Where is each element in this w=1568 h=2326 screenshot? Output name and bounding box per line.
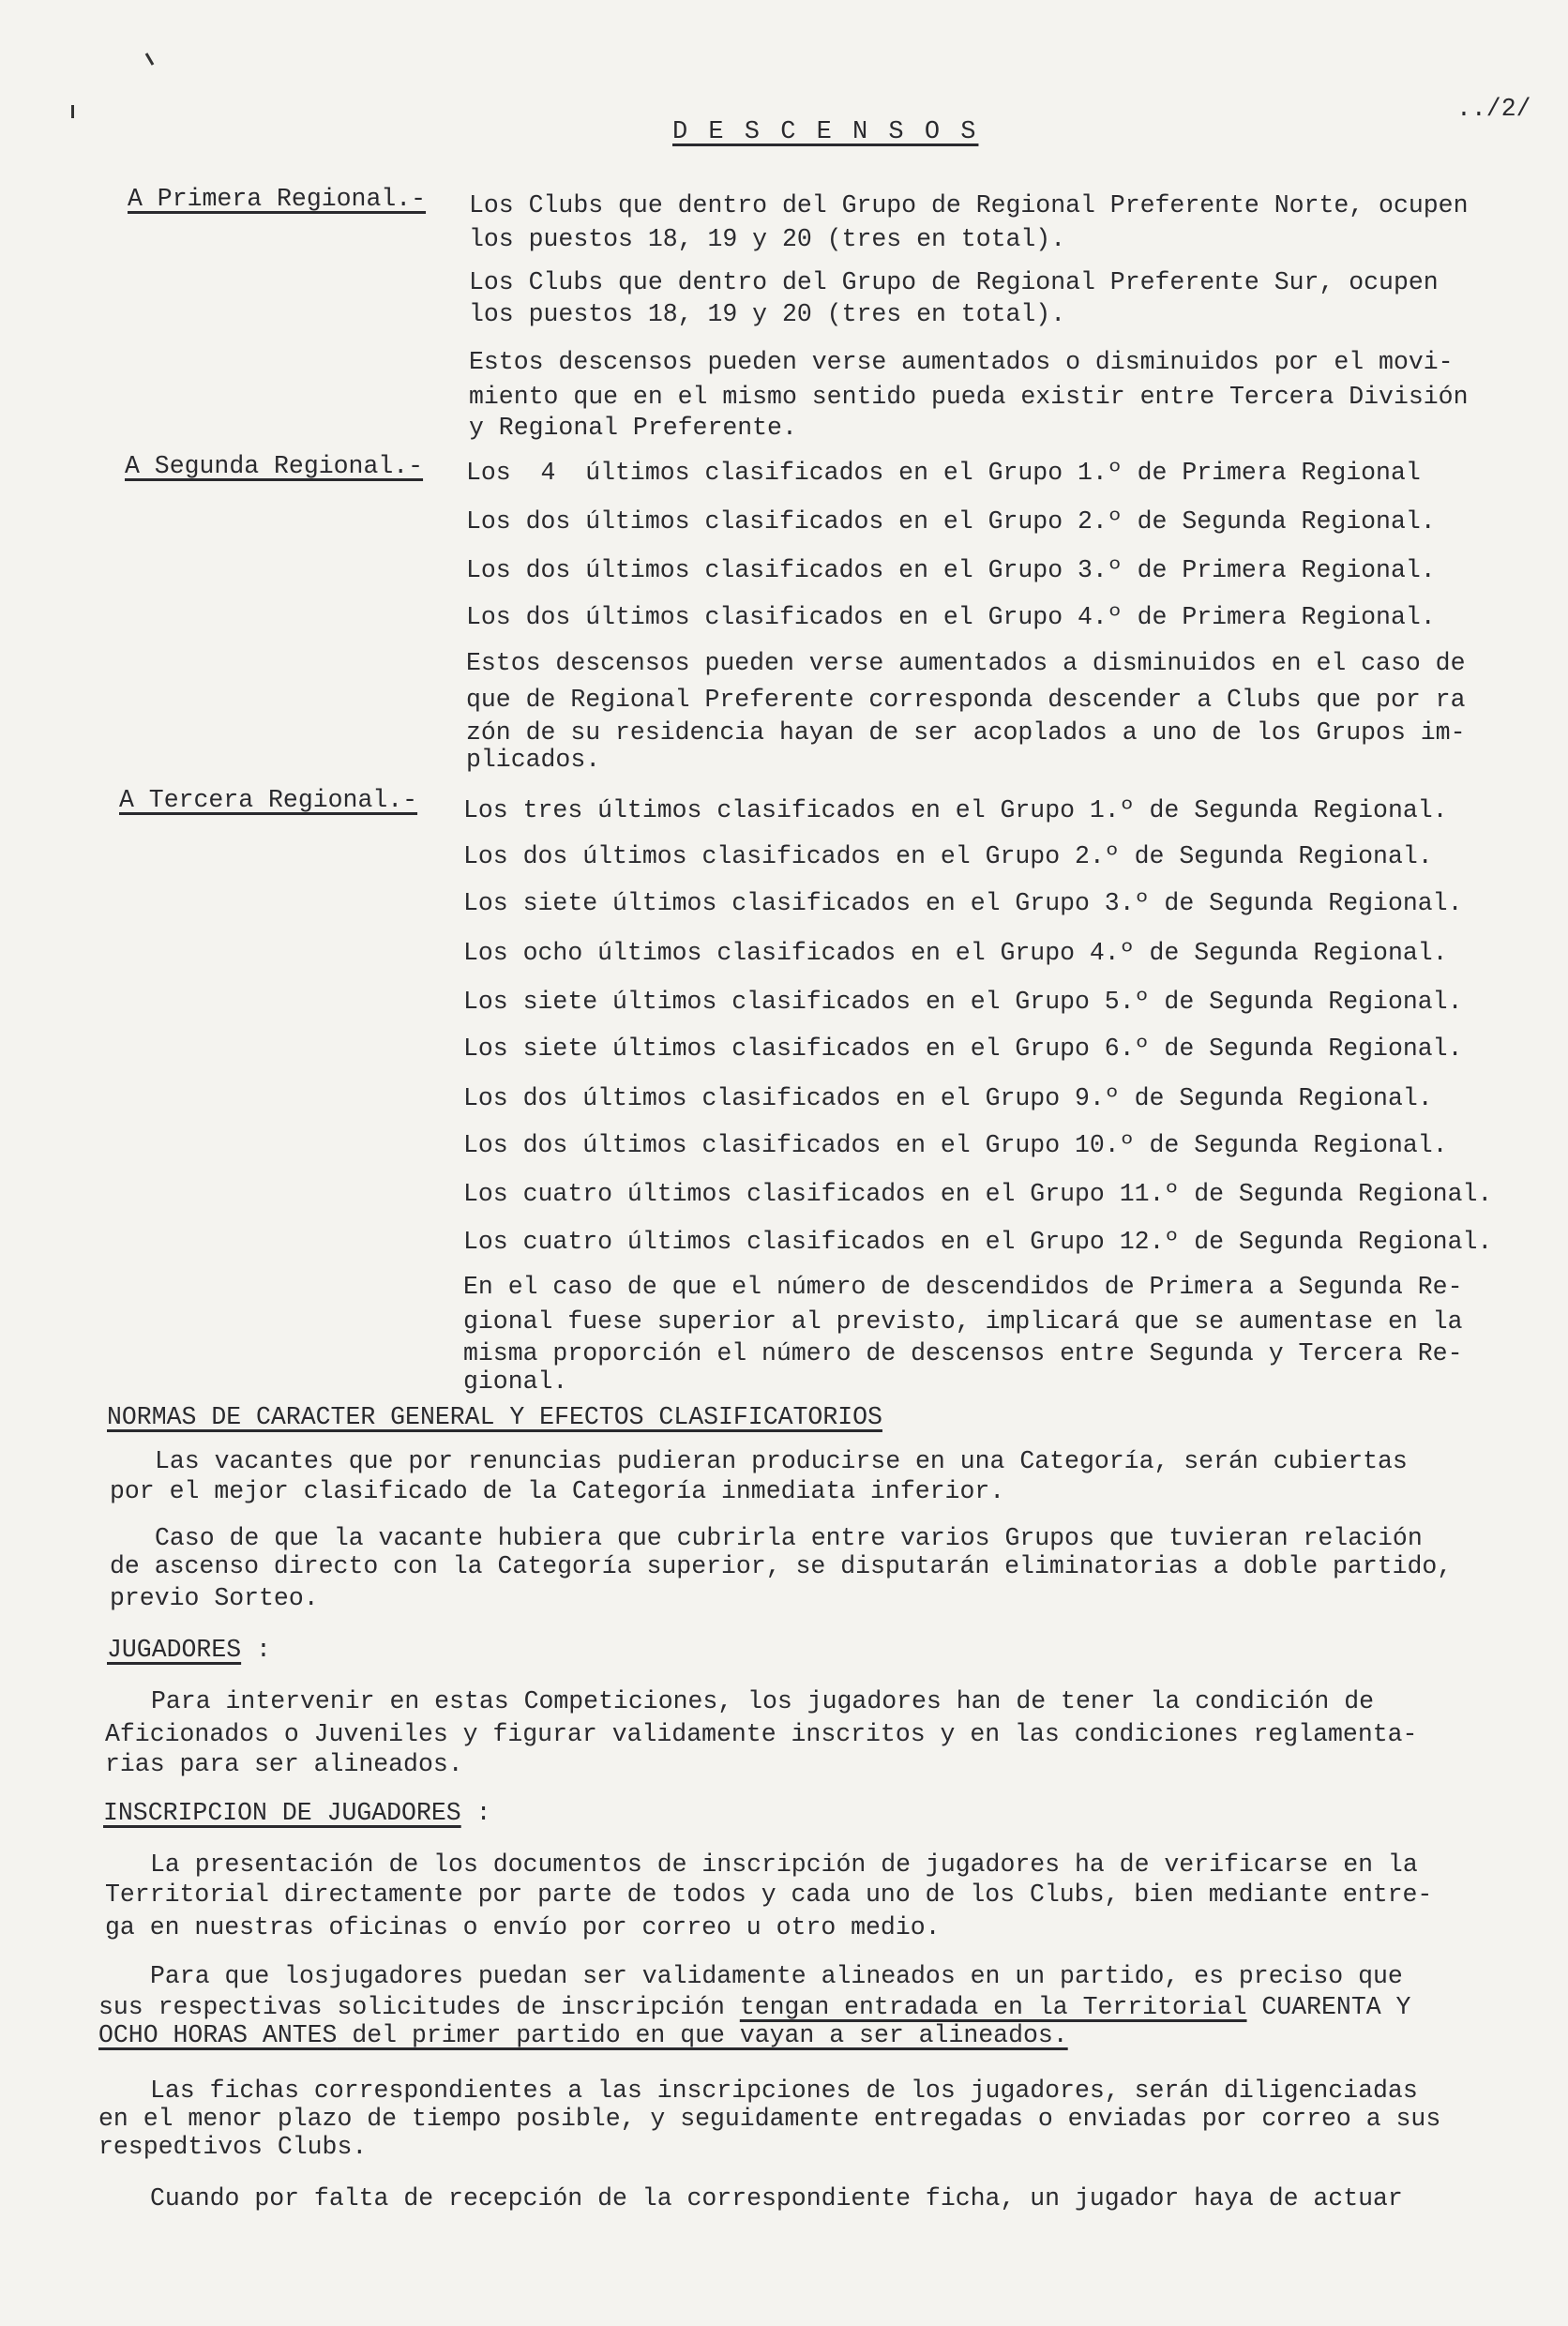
- text-line: gional.: [463, 1367, 568, 1396]
- text-line: Los dos últimos clasificados en el Grupo 3.º de Primera Regional.: [466, 556, 1436, 584]
- text-segment: CUARENTA Y: [1246, 1993, 1411, 2021]
- text-segment: sus respectivas solicitudes de inscripción: [98, 1993, 740, 2021]
- text-line: y Regional Preferente.: [469, 414, 797, 442]
- text-line: los puestos 18, 19 y 20 (tres en total).: [469, 300, 1066, 328]
- text-line: Territorial directamente por parte de todos y cada uno de los Clubs, bien mediante entre-: [105, 1880, 1433, 1909]
- text-line: Estos descensos pueden verse aumentados a disminuidos en el caso de: [466, 649, 1466, 677]
- text-line: de ascenso directo con la Categoría superior, se disputarán eliminatorias a doble partido,: [110, 1552, 1453, 1580]
- text-line: Los dos últimos clasificados en el Grupo 4.º de Primera Regional.: [466, 603, 1436, 631]
- text-line: ga en nuestras oficinas o envío por correo u otro medio.: [105, 1913, 941, 1941]
- page-title: D E S C E N S O S: [672, 118, 979, 146]
- section-label: A Primera Regional.-: [128, 185, 427, 213]
- text-line: Los dos últimos clasificados en el Grupo 9.º de Segunda Regional.: [463, 1084, 1433, 1112]
- text-line: En el caso de que el número de descendidos de Primera a Segunda Re-: [463, 1273, 1463, 1301]
- heading-colon: :: [241, 1636, 271, 1664]
- section-heading-row: [107, 1638, 271, 1663]
- ink-mark: [145, 53, 155, 66]
- text-line: los puestos 18, 19 y 20 (tres en total).: [469, 225, 1066, 253]
- section-label: A Tercera Regional.-: [119, 786, 418, 814]
- underlined-text: del primer partido en que vayan a ser alineados.: [337, 2021, 1068, 2049]
- section-heading: JUGADORES: [107, 1636, 242, 1664]
- text-line: por el mejor clasificado de la Categoría inmediata inferior.: [110, 1477, 1005, 1505]
- text-line: Los cuatro últimos clasificados en el Grupo 11.º de Segunda Regional.: [463, 1180, 1493, 1208]
- text-line: Los siete últimos clasificados en el Grupo 6.º de Segunda Regional.: [463, 1035, 1463, 1063]
- page-number: ../2/: [1456, 95, 1531, 123]
- text-line: respedtivos Clubs.: [98, 2133, 368, 2161]
- text-line: [98, 2023, 1068, 2048]
- text-line: Caso de que la vacante hubiera que cubrirla entre varios Grupos que tuvieran relación: [155, 1524, 1423, 1552]
- section-heading: NORMAS DE CARACTER GENERAL Y EFECTOS CLASIFICATORIOS: [107, 1403, 882, 1431]
- text-line: zón de su residencia hayan de ser acoplados a uno de los Grupos im-: [466, 718, 1466, 747]
- ink-mark: [71, 105, 74, 118]
- text-line: Los Clubs que dentro del Grupo de Regional Preferente Sur, ocupen: [469, 268, 1439, 296]
- text-line: Los siete últimos clasificados en el Grupo 3.º de Segunda Regional.: [463, 889, 1463, 917]
- section-heading-row: [103, 1801, 490, 1826]
- text-line: Cuando por falta de recepción de la correspondiente ficha, un jugador haya de actuar: [150, 2184, 1403, 2213]
- text-line: plicados.: [466, 746, 601, 774]
- underlined-text: tengan entradada en la Territorial: [739, 1993, 1247, 2021]
- text-line: previo Sorteo.: [110, 1584, 319, 1612]
- section-label: A Segunda Regional.-: [125, 452, 424, 480]
- text-line: Los dos últimos clasificados en el Grupo 10.º de Segunda Regional.: [463, 1131, 1448, 1159]
- section-heading: INSCRIPCION DE JUGADORES: [103, 1799, 461, 1827]
- text-line: Para intervenir en estas Competiciones, los jugadores han de tener la condición de: [151, 1687, 1375, 1715]
- text-line: miento que en el mismo sentido pueda existir entre Tercera División: [469, 383, 1469, 411]
- text-line: Los siete últimos clasificados en el Grupo 5.º de Segunda Regional.: [463, 988, 1463, 1016]
- heading-colon: :: [460, 1799, 491, 1827]
- text-line: rias para ser alineados.: [105, 1750, 463, 1778]
- text-line: Las vacantes que por renuncias pudieran producirse en una Categoría, serán cubiertas: [155, 1447, 1408, 1475]
- text-line: Los cuatro últimos clasificados en el Grupo 12.º de Segunda Regional.: [463, 1228, 1493, 1256]
- text-line: Aficionados o Juveniles y figurar validamente inscritos y en las condiciones reglamenta-: [105, 1720, 1418, 1748]
- text-line: Los Clubs que dentro del Grupo de Regional Preferente Norte, ocupen: [469, 191, 1469, 219]
- text-line: La presentación de los documentos de inscripción de jugadores ha de verificarse en la: [150, 1850, 1418, 1879]
- text-line: en el menor plazo de tiempo posible, y seguidamente entregadas o enviadas por correo a sus: [98, 2105, 1441, 2133]
- text-line: Los 4 últimos clasificados en el Grupo 1.º de Primera Regional: [466, 459, 1421, 487]
- underlined-text: OCHO HORAS ANTES: [98, 2021, 338, 2049]
- text-line: Las fichas correspondientes a las inscripciones de los jugadores, serán diligenciadas: [150, 2077, 1418, 2105]
- text-line: Estos descensos pueden verse aumentados o disminuidos por el movi-: [469, 348, 1454, 376]
- text-line: Los ocho últimos clasificados en el Grupo 4.º de Segunda Regional.: [463, 939, 1448, 967]
- text-line: que de Regional Preferente corresponda descender a Clubs que por ra: [466, 686, 1466, 714]
- text-line: Los dos últimos clasificados en el Grupo 2.º de Segunda Regional.: [463, 842, 1433, 870]
- text-line: Los dos últimos clasificados en el Grupo 2.º de Segunda Regional.: [466, 507, 1436, 536]
- text-line: misma proporción el número de descensos entre Segunda y Tercera Re-: [463, 1339, 1463, 1367]
- text-line: Los tres últimos clasificados en el Grupo 1.º de Segunda Regional.: [463, 796, 1448, 824]
- text-line: Para que losjugadores puedan ser validamente alineados en un partido, es preciso que: [150, 1962, 1403, 1990]
- text-line: gional fuese superior al previsto, implicará que se aumentase en la: [463, 1307, 1463, 1336]
- text-line: [98, 1995, 1410, 2020]
